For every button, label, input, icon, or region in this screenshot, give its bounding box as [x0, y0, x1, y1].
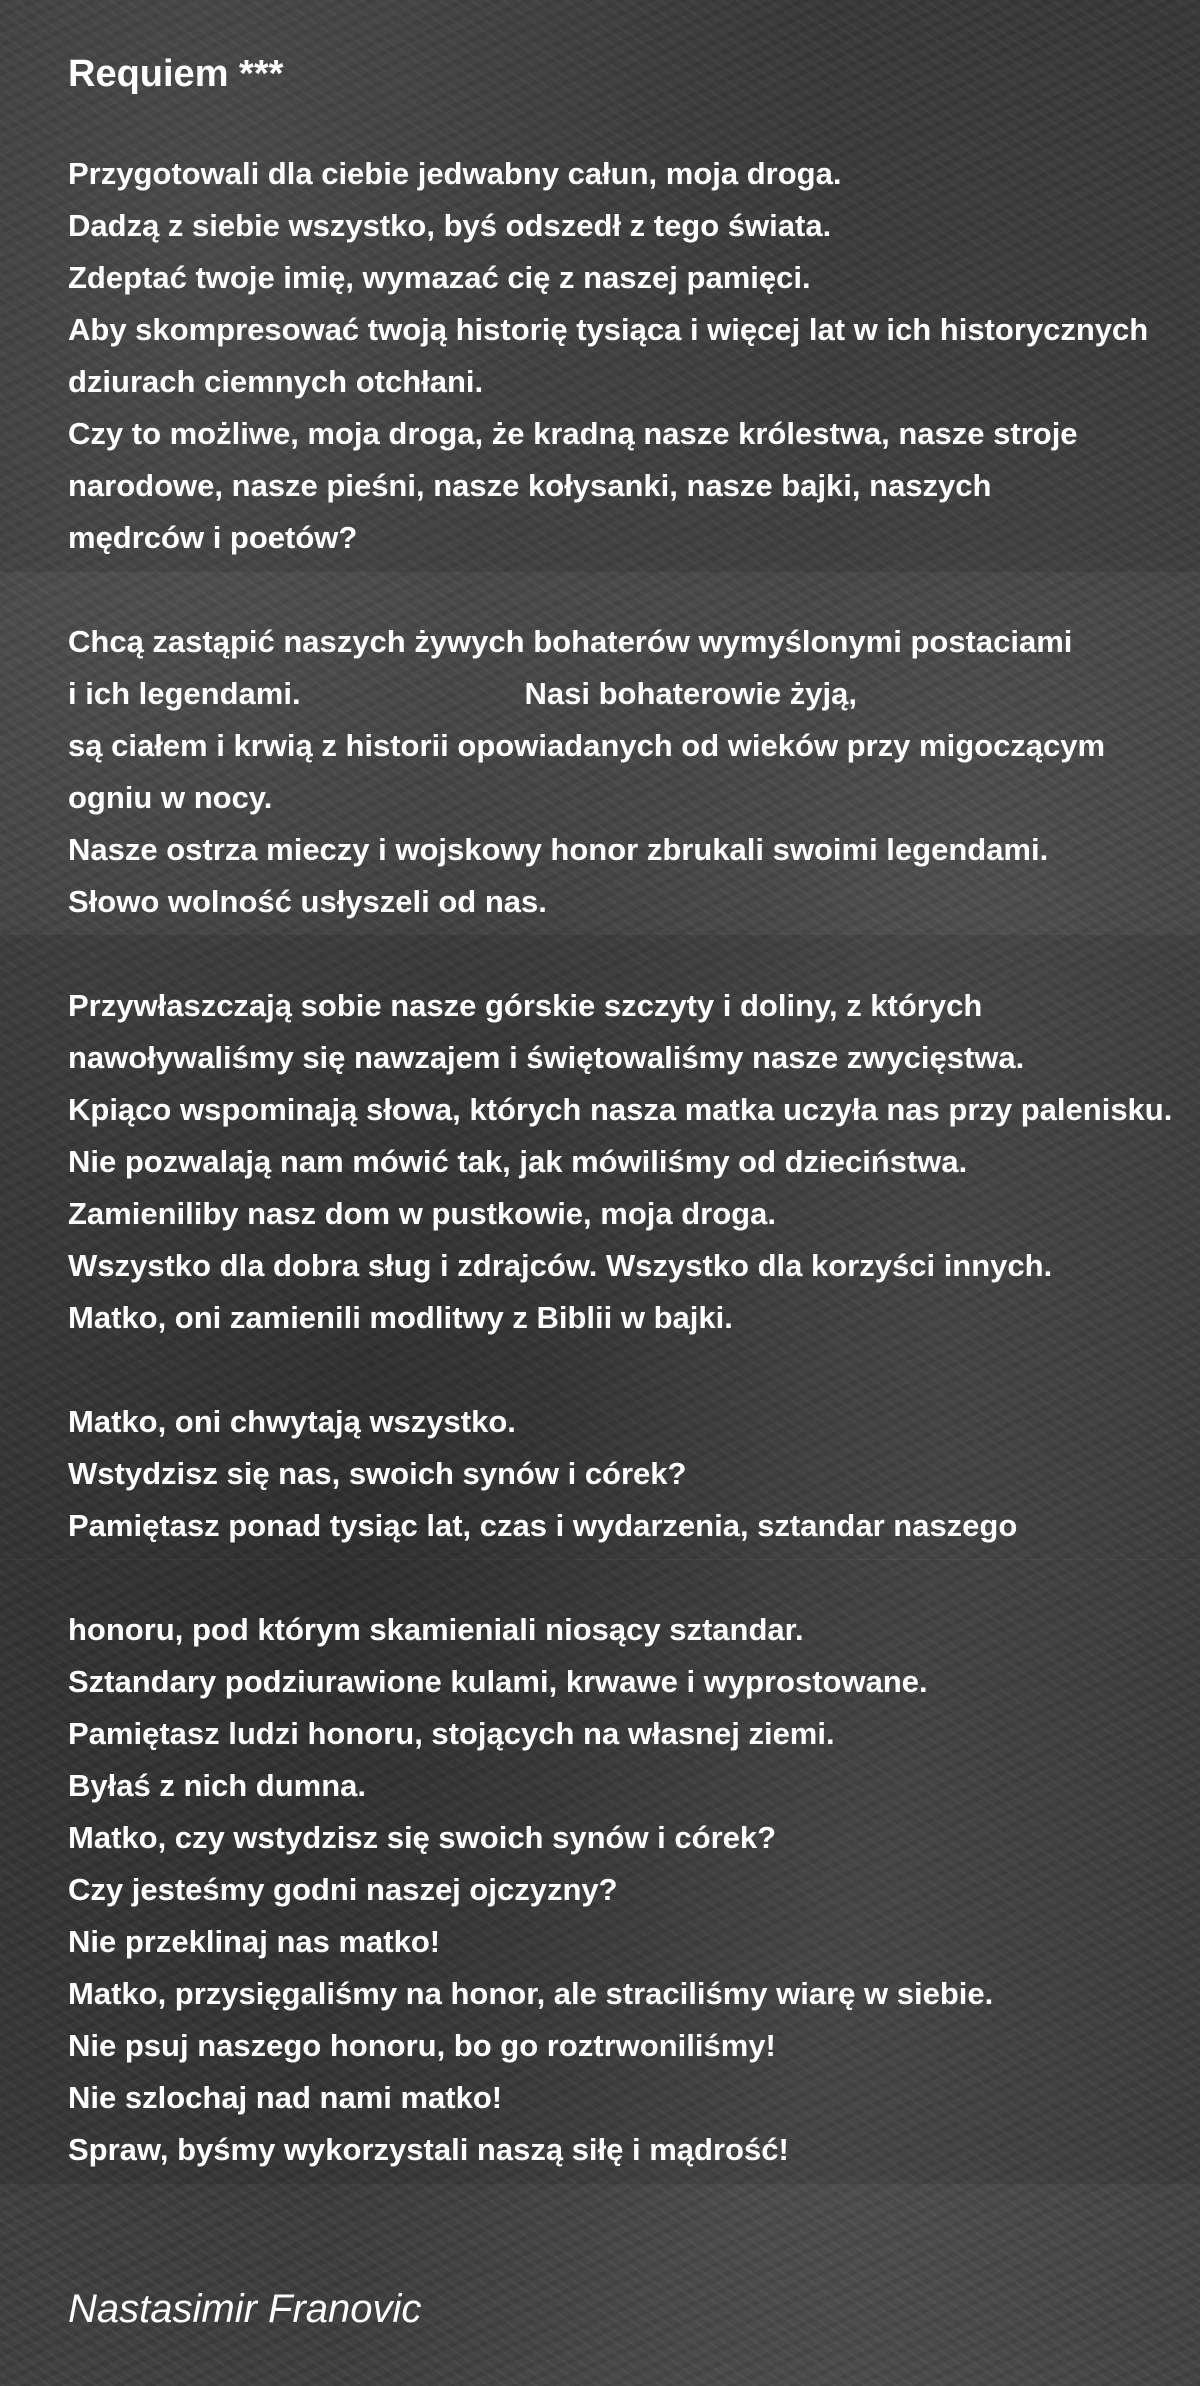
stanza-5 [68, 1604, 1200, 2176]
stanza-2 [68, 616, 1200, 928]
poem-line: Sztandary podziurawione kulami, krwawe i wyprostowane. [68, 1664, 928, 1699]
poem-line: Nie pozwalają nam mówić tak, jak mówiliśmy od dzieciństwa. [68, 1144, 968, 1179]
stanza-4 [68, 1396, 1200, 1552]
poem-line: Czy jesteśmy godni naszej ojczyzny? [68, 1872, 618, 1907]
poem-line: Pamiętasz ludzi honoru, stojących na własnej ziemi. [68, 1716, 835, 1751]
stanza-1 [68, 148, 1200, 564]
poem-line: Słowo wolność usłyszeli od nas. [68, 884, 547, 919]
poem-line: Przygotowali dla ciebie jedwabny całun, moja droga. [68, 156, 842, 191]
poem-line: nawoływaliśmy się nawzajem i świętowaliśmy nasze zwycięstwa. [68, 1040, 1025, 1075]
poem-line: Zamieniliby nasz dom w pustkowie, moja droga. [68, 1196, 776, 1231]
poem-line: Przywłaszczają sobie nasze górskie szczyty i doliny, z których [68, 988, 983, 1023]
poem-line: Matko, oni chwytają wszystko. [68, 1404, 516, 1439]
poem-line: są ciałem i krwią z historii opowiadanych od wieków przy migoczącym [68, 728, 1106, 763]
poem-line: dziurach ciemnych otchłani. [68, 364, 484, 399]
poem-line: ogniu w nocy. [68, 780, 273, 815]
poem-line: Dadzą z siebie wszystko, byś odszedł z tego świata. [68, 208, 832, 243]
poem-line: Czy to możliwe, moja droga, że kradną nasze królestwa, nasze stroje [68, 416, 1078, 451]
poem-line: Nasze ostrza mieczy i wojskowy honor zbrukali swoimi legendami. [68, 832, 1049, 867]
poem-line: Wstydzisz się nas, swoich synów i córek? [68, 1456, 687, 1491]
stanza-3 [68, 980, 1200, 1344]
poem-line: Matko, oni zamienili modlitwy z Biblii w bajki. [68, 1300, 733, 1335]
poem-title: Requiem *** [68, 53, 284, 95]
poem-line: Spraw, byśmy wykorzystali naszą siłę i mądrość! [68, 2132, 789, 2167]
poem-line: Chcą zastąpić naszych żywych bohaterów wymyślonymi postaciami [68, 624, 1073, 659]
poem-line: Matko, przysięgaliśmy na honor, ale straciliśmy wiarę w siebie. [68, 1976, 994, 2011]
poem-line: Wszystko dla dobra sług i zdrajców. Wszystko dla korzyści innych. [68, 1248, 1053, 1283]
poem-line: Matko, czy wstydzisz się swoich synów i córek? [68, 1820, 777, 1855]
poem-line: Nie psuj naszego honoru, bo go roztrwoniliśmy! [68, 2028, 776, 2063]
poem-line: honoru, pod którym skamieniali niosący sztandar. [68, 1612, 804, 1647]
poem-line: Zdeptać twoje imię, wymazać cię z naszej pamięci. [68, 260, 811, 295]
poem-line: Nie szlochaj nad nami matko! [68, 2080, 503, 2115]
poem-line: Nie przeklinaj nas matko! [68, 1924, 441, 1959]
poem-line: mędrców i poetów? [68, 520, 358, 555]
poem-line: i ich legendami. Nasi bohaterowie żyją, [68, 676, 857, 711]
poem-line: narodowe, nasze pieśni, nasze kołysanki, nasze bajki, naszych [68, 468, 992, 503]
poem-line: Aby skompresować twoją historię tysiąca i więcej lat w ich historycznych [68, 312, 1149, 347]
poem-author: Nastasimir Franovic [68, 2287, 422, 2331]
poem-line: Pamiętasz ponad tysiąc lat, czas i wydarzenia, sztandar naszego [68, 1508, 1018, 1543]
poem-line: Kpiąco wspominają słowa, których nasza matka uczyła nas przy palenisku. [68, 1092, 1173, 1127]
poem-line: Byłaś z nich dumna. [68, 1768, 367, 1803]
